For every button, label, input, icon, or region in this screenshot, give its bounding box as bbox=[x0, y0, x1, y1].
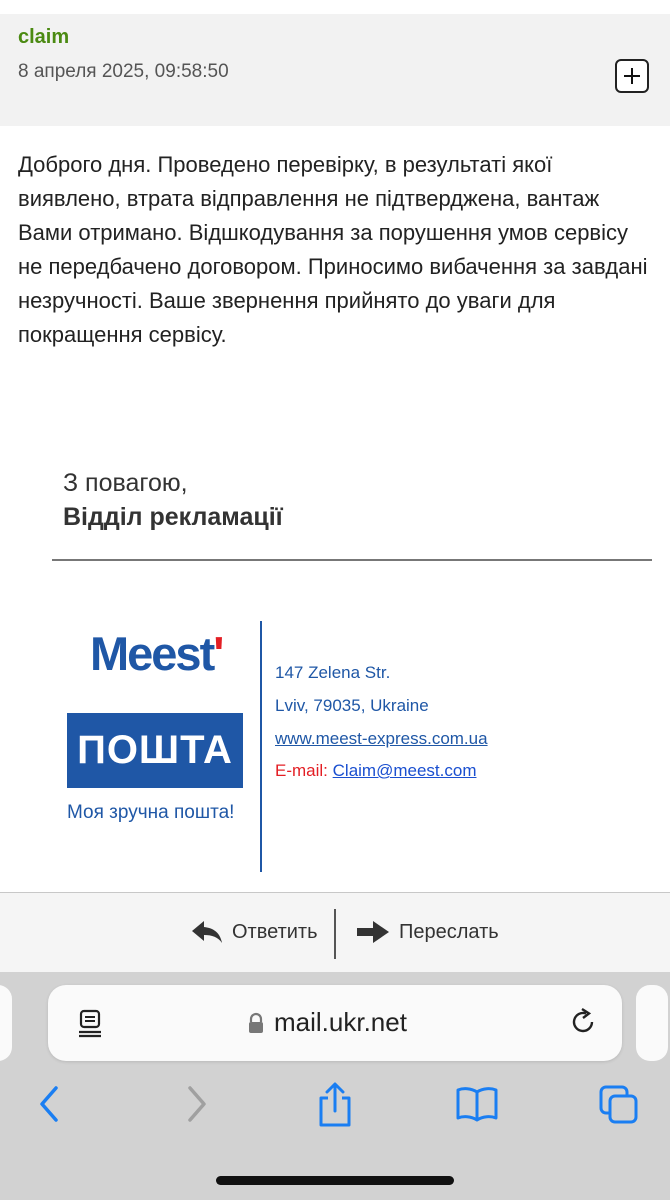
forward-label: Переслать bbox=[399, 921, 499, 943]
signoff bbox=[63, 466, 283, 534]
address-line-2: Lviv, 79035, Ukraine bbox=[275, 696, 429, 715]
address-bar[interactable] bbox=[48, 985, 622, 1061]
signature-divider bbox=[52, 559, 652, 561]
reply-arrow-icon bbox=[190, 919, 224, 945]
plus-icon[interactable] bbox=[615, 59, 649, 93]
tabs-icon[interactable] bbox=[598, 1084, 640, 1126]
logo-tagline: Моя зручна пошта! bbox=[67, 802, 235, 823]
previous-tab-peek[interactable] bbox=[0, 985, 12, 1061]
back-icon[interactable] bbox=[36, 1084, 64, 1124]
reader-mode-icon[interactable] bbox=[76, 1008, 104, 1038]
signoff-department: Відділ рекламації bbox=[63, 503, 283, 531]
email-link[interactable]: Claim@meest.com bbox=[332, 761, 477, 780]
message-action-bar bbox=[0, 892, 670, 973]
reload-icon[interactable] bbox=[568, 1007, 598, 1037]
forward-nav-icon[interactable] bbox=[182, 1084, 210, 1124]
email-line bbox=[275, 761, 476, 781]
reply-label: Ответить bbox=[232, 921, 318, 943]
lock-icon bbox=[248, 1012, 264, 1034]
meest-logo-text: Meest bbox=[90, 627, 214, 680]
sender-name: claim bbox=[18, 26, 70, 48]
website-link[interactable]: www.meest-express.com.ua bbox=[275, 729, 488, 748]
share-icon[interactable] bbox=[316, 1082, 354, 1128]
home-indicator bbox=[216, 1176, 454, 1185]
meest-logo-mark: ' bbox=[213, 627, 223, 680]
bookmarks-icon[interactable] bbox=[455, 1084, 499, 1124]
url-text: mail.ukr.net bbox=[274, 1007, 407, 1037]
forward-arrow-icon bbox=[355, 919, 391, 945]
message-body: Доброго дня. Проведено перевірку, в результаті якої виявлено, втрата відправлення не підтверджена, вантаж Вами отримано. Відшкодування за порушення умов сервісу не передбачено договором. Приносимо вибачення за завдані незручності. Ваше звернення прийнято до уваги для покращення сервісу. bbox=[18, 152, 648, 347]
signoff-line: З повагою, bbox=[63, 469, 188, 497]
safari-bottom-bar bbox=[0, 972, 670, 1200]
next-tab-peek[interactable] bbox=[636, 985, 668, 1061]
poshta-logo: ПОШТА bbox=[67, 713, 243, 788]
signature-vertical-divider bbox=[260, 621, 262, 872]
address-line-1: 147 Zelena Str. bbox=[275, 663, 391, 682]
email-label: E-mail: bbox=[275, 761, 328, 780]
meest-logo bbox=[90, 626, 222, 682]
message-datetime: 8 апреля 2025, 09:58:50 bbox=[18, 61, 229, 82]
action-separator bbox=[334, 909, 336, 959]
